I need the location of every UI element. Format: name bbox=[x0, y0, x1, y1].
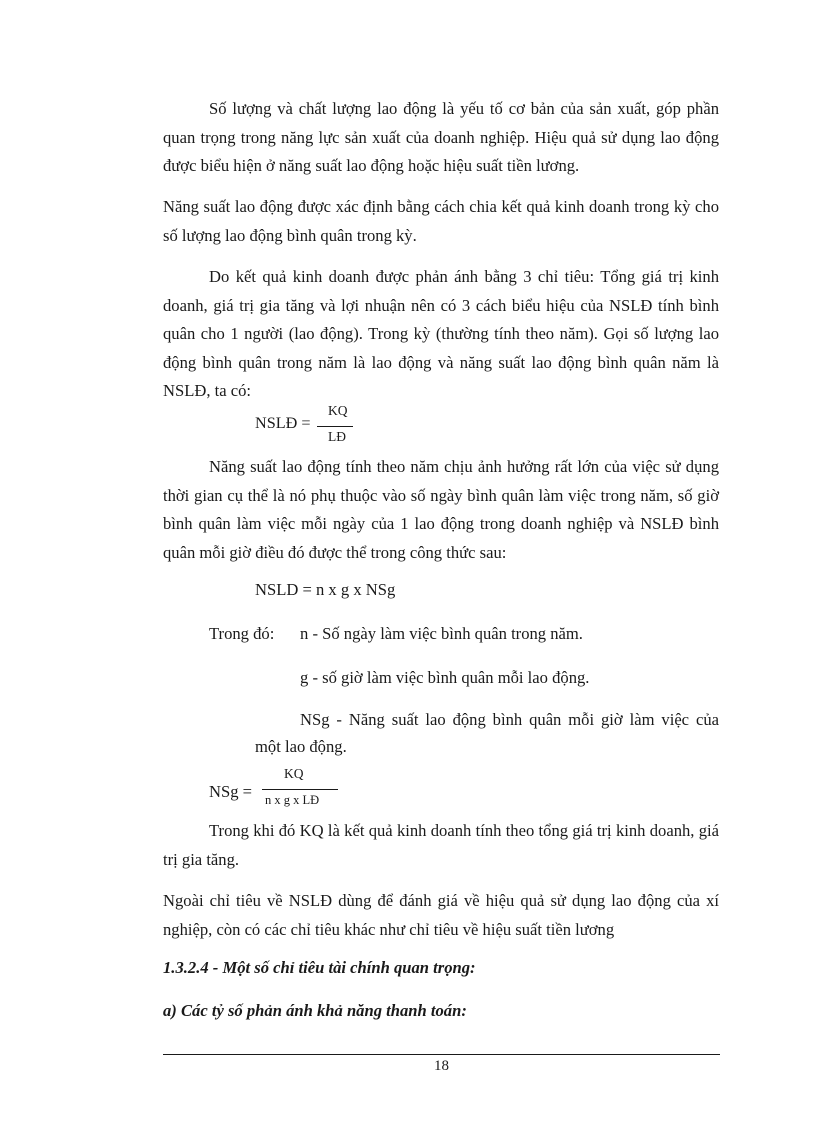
subsection-heading-liquidity-ratios: a) Các tỷ số phản ánh khả năng thanh toán: bbox=[163, 1001, 467, 1020]
paragraph-labor-quantity-quality: Số lượng và chất lượng lao động là yếu tố cơ bản của sản xuất, góp phần quan trọng trong năng lực sản xuất của doanh nghiệp. Hiệu quả sử dụng lao động được biểu hiện ở năng suất lao động hoặc hiệu suất tiền lương. bbox=[163, 99, 719, 175]
section-heading-financial-indicators: 1.3.2.4 - Một số chỉ tiêu tài chính quan trọng: bbox=[163, 958, 476, 977]
legend-g: g - số giờ làm việc bình quân mỗi lao động. bbox=[300, 668, 590, 687]
formula-nsld-lhs: NSLĐ = bbox=[255, 414, 311, 432]
formula-nsg-lhs: NSg = bbox=[209, 782, 253, 801]
paragraph-labor-productivity-definition: Năng suất lao động được xác định bằng cách chia kết quả kinh doanh trong kỳ cho số lượng lao động bình quân trong kỳ. bbox=[163, 197, 719, 245]
paragraph-other-indicators: Ngoài chỉ tiêu về NSLĐ dùng để đánh giá về hiệu quả sử dụng lao động của xí nghiệp, còn có các chỉ tiêu khác như chỉ tiêu về hiệu suất tiền lương bbox=[163, 891, 719, 939]
legend-n: n - Số ngày làm việc bình quân trong năm. bbox=[300, 624, 583, 643]
page-number: 18 bbox=[434, 1058, 449, 1074]
footer-divider bbox=[163, 1054, 720, 1055]
legend-nsg-line2: một lao động. bbox=[255, 737, 347, 756]
legend-intro: Trong đó: bbox=[209, 624, 275, 643]
formula-nsld-denominator: LĐ bbox=[328, 429, 346, 444]
formula-nsld-numerator: KQ bbox=[328, 403, 348, 418]
formula-nsld-product: NSLD = n x g x NSg bbox=[255, 580, 396, 599]
paragraph-three-indicators: Do kết quả kinh doanh được phản ánh bằng 3 chỉ tiêu: Tổng giá trị kinh doanh, giá trị gia tăng và lợi nhuận nên có 3 cách biểu hiệu của NSLĐ tính bình quân cho 1 người (lao động). Trong kỳ (thường tính theo năm). Gọi số lượng lao động bình quân trong năm là lao động và năng suất lao động bình quân năm là NSLĐ, ta có: bbox=[163, 267, 719, 400]
legend-nsg-line1: NSg - Năng suất lao động bình quân mỗi giờ làm việc của bbox=[300, 710, 719, 729]
fraction-bar bbox=[317, 426, 353, 427]
fraction-bar bbox=[262, 789, 338, 790]
formula-nsg-numerator: KQ bbox=[284, 766, 304, 781]
paragraph-kq-definition: Trong khi đó KQ là kết quả kinh doanh tính theo tổng giá trị kinh doanh, giá trị gia tăng. bbox=[163, 821, 719, 869]
formula-nsg-denominator: n x g x LĐ bbox=[265, 793, 320, 807]
paragraph-time-usage: Năng suất lao động tính theo năm chịu ảnh hưởng rất lớn của việc sử dụng thời gian cụ thể là nó phụ thuộc vào số ngày bình quân làm việc trong năm, số giờ bình quân làm việc mỗi ngày của 1 lao động trong doanh nghiệp và NSLĐ bình quân mỗi giờ điều đó được thể trong công thức sau: bbox=[163, 457, 719, 562]
